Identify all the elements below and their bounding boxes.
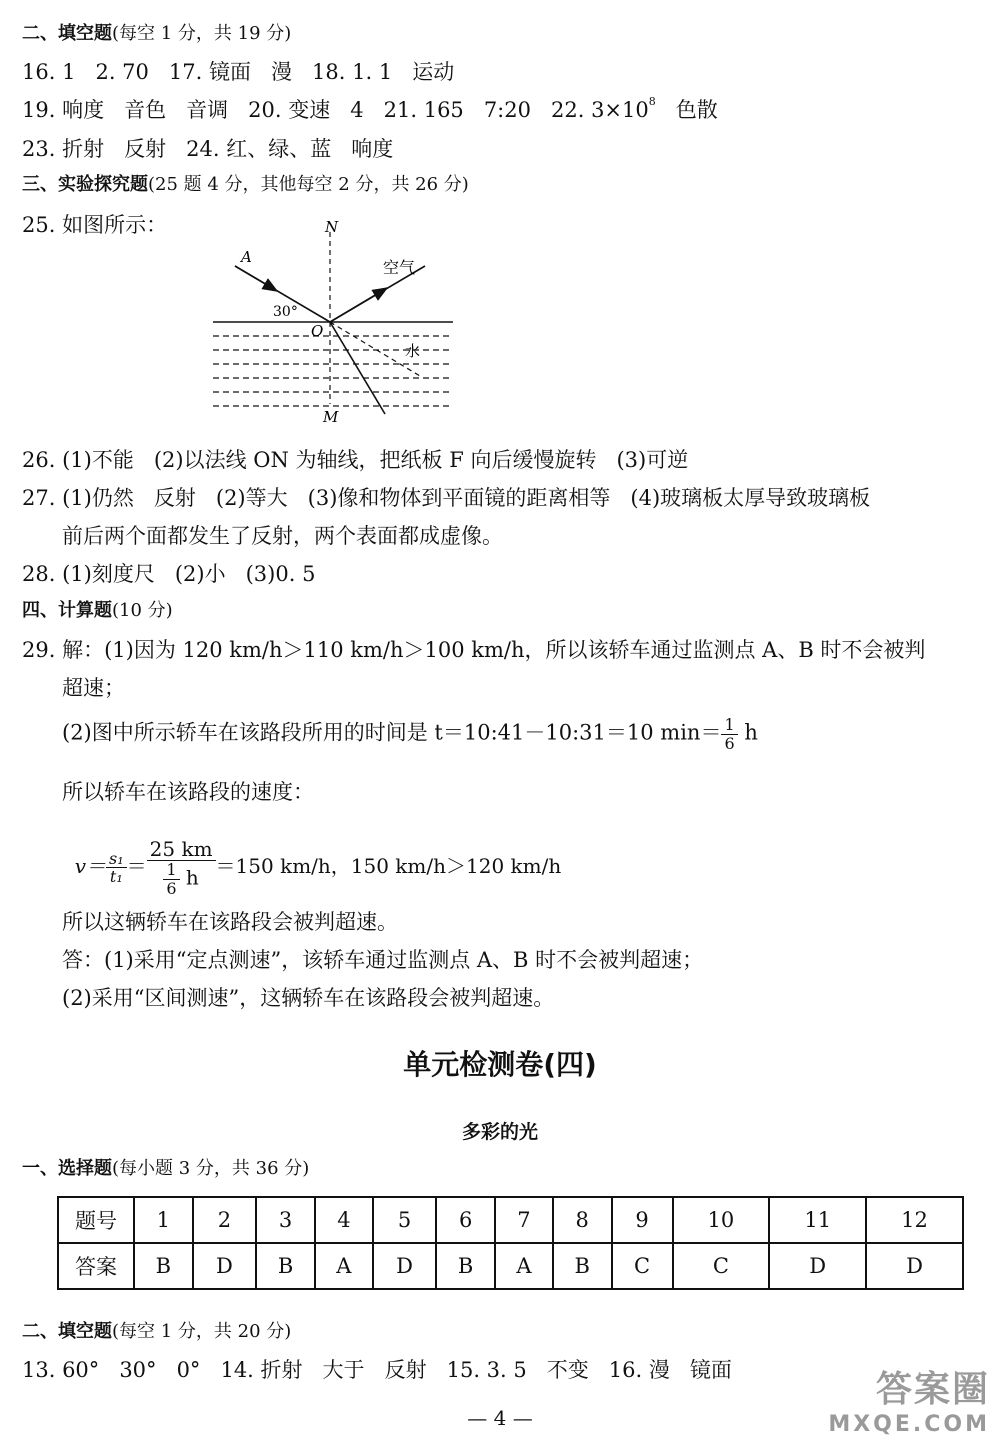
table-cell: A (315, 1243, 373, 1289)
solution-line-3: 所以轿车在该路段的速度： (62, 780, 314, 804)
incident-arrow (235, 266, 277, 291)
table-cell: C (673, 1243, 770, 1289)
inner-fraction (163, 861, 179, 897)
answer-line-19-tail: 色散 (655, 98, 718, 122)
section-note: (每空 1 分，共 19 分) (112, 23, 292, 44)
section-note: (每小题 3 分，共 36 分) (112, 1158, 310, 1179)
table-cell: C (612, 1243, 673, 1289)
unit-subtitle: 多彩的光 (461, 1121, 538, 1143)
table-cell: D (193, 1243, 256, 1289)
table-header-cell: 答案 (58, 1243, 134, 1289)
table-cell: D (373, 1243, 436, 1289)
answer-line-23: 23. 折射 反射 24. 红、绿、蓝 响度 (22, 137, 394, 161)
table-cell: B (256, 1243, 315, 1289)
section-note: (25 题 4 分，其他每空 2 分，共 26 分) (148, 174, 469, 195)
section-title: 二、填空题 (22, 23, 112, 44)
answer-summary-1: 答：(1)采用“定点测速”，该轿车通过监测点 A、B 时不会被判超速； (62, 948, 704, 972)
table-cell: 3 (256, 1197, 315, 1243)
watermark-logo (785, 1369, 990, 1447)
table-cell: 5 (373, 1197, 436, 1243)
unit-title: 单元检测卷(四) (403, 1048, 597, 1081)
table-header-cell: 题号 (58, 1197, 134, 1243)
table-row (58, 1243, 963, 1289)
answer-line-28: 28. (1)刻度尺 (2)小 (3)0. 5 (22, 562, 316, 586)
label-n: N (325, 218, 339, 236)
section-header-experiment (22, 176, 469, 194)
table-cell: B (553, 1243, 612, 1289)
page-number: — 4 — (467, 1406, 533, 1430)
solution-line-1: 29. 解：(1)因为 120 km/h＞110 km/h＞100 km/h，所以该轿车通过监测点 A、B 时不会被判 (22, 638, 926, 662)
table-cell: 1 (134, 1197, 193, 1243)
table-cell: 7 (495, 1197, 553, 1243)
table-cell: D (866, 1243, 963, 1289)
label-water: 水 (405, 342, 421, 360)
formula-v: v＝ (74, 854, 107, 879)
table-cell: 2 (193, 1197, 256, 1243)
answer-table (57, 1196, 964, 1290)
velocity-formula (62, 818, 561, 897)
table-cell: B (436, 1243, 495, 1289)
table-cell: D (769, 1243, 866, 1289)
answer-line-27: 27. (1)仍然 反射 (2)等大 (3)像和物体到平面镜的距离相等 (4)玻璃板太厚导致玻璃板 (22, 486, 871, 510)
answer-line-27-cont: 前后两个面都发生了反射，两个表面都成虚像。 (62, 524, 503, 548)
section-note: (10 分) (112, 600, 173, 621)
formula-result: ＝150 km/h，150 km/h＞120 km/h (215, 854, 562, 879)
section-title: 二、填空题 (22, 1321, 112, 1342)
table-cell: 6 (436, 1197, 495, 1243)
answer-line-19-text: 19. 响度 音色 音调 20. 变速 4 21. 165 7:20 22. 3×10 (22, 98, 649, 122)
numerator: s₁ (106, 850, 127, 869)
solution-line-2-text: (2)图中所示轿车在该路段所用的时间是 t＝10:41－10:31＝10 min＝ (62, 720, 722, 745)
unit: h (737, 720, 758, 745)
watermark-cn: 答案圈 (875, 1369, 990, 1410)
denominator: 6 (166, 878, 177, 898)
table-cell: A (495, 1243, 553, 1289)
solution-line-4: 所以这辆轿车在该路段会被判超速。 (62, 910, 398, 934)
section-title: 一、选择题 (22, 1158, 112, 1179)
table-cell: 9 (612, 1197, 673, 1243)
section-header-choice (22, 1160, 309, 1178)
section-header-fill-in-2 (22, 1323, 291, 1341)
numerator: 1 (721, 716, 737, 735)
solution-line-1-cont: 超速； (62, 676, 125, 700)
exponent: 8 (648, 95, 656, 108)
solution-line-2 (62, 716, 758, 752)
section-note: (每空 1 分，共 20 分) (112, 1321, 292, 1342)
reflected-arrow (330, 288, 387, 322)
table-cell: B (134, 1243, 193, 1289)
label-a: A (241, 248, 252, 266)
answer-line-13: 13. 60° 30° 0° 14. 折射 大于 反射 15. 3. 5 不变 16. 漫 镜面 (22, 1358, 732, 1382)
numerator: 1 (163, 861, 179, 880)
denominator: t₁ (109, 867, 123, 887)
formula-equals: ＝ (126, 854, 147, 879)
reflection-refraction-diagram (205, 218, 465, 428)
section-title: 四、计算题 (22, 600, 112, 621)
label-air: 空气 (383, 258, 416, 277)
table-cell: 10 (673, 1197, 770, 1243)
watermark-en: MXQE.COM (828, 1412, 990, 1437)
fraction-km-h (147, 838, 216, 897)
table-cell: 12 (866, 1197, 963, 1243)
denominator: 6 (724, 733, 735, 753)
table-cell: 8 (553, 1197, 612, 1243)
numerator: 25 km (147, 838, 216, 861)
answer-line-19 (22, 95, 718, 122)
answer-summary-2: (2)采用“区间测速”，这辆轿车在该路段会被判超速。 (62, 986, 555, 1010)
table-row (58, 1197, 963, 1243)
answer-line-26: 26. (1)不能 (2)以法线 ON 为轴线，把纸板 F 向后缓慢旋转 (3)可逆 (22, 448, 689, 472)
unit: h (179, 865, 199, 890)
fraction (721, 716, 737, 752)
answer-line-16: 16. 1 2. 70 17. 镜面 漫 18. 1. 1 运动 (22, 60, 455, 84)
table-cell: 11 (769, 1197, 866, 1243)
label-o: O (311, 322, 324, 340)
fraction-s-t (106, 850, 127, 886)
answer-line-25: 25. 如图所示： (22, 213, 168, 237)
denominator (147, 861, 216, 897)
table-cell: 4 (315, 1197, 373, 1243)
label-m: M (323, 408, 339, 426)
section-title: 三、实验探究题 (22, 174, 148, 195)
section-header-calculation (22, 602, 173, 620)
label-angle: 30° (273, 304, 298, 320)
section-header-fill-in (22, 25, 291, 43)
